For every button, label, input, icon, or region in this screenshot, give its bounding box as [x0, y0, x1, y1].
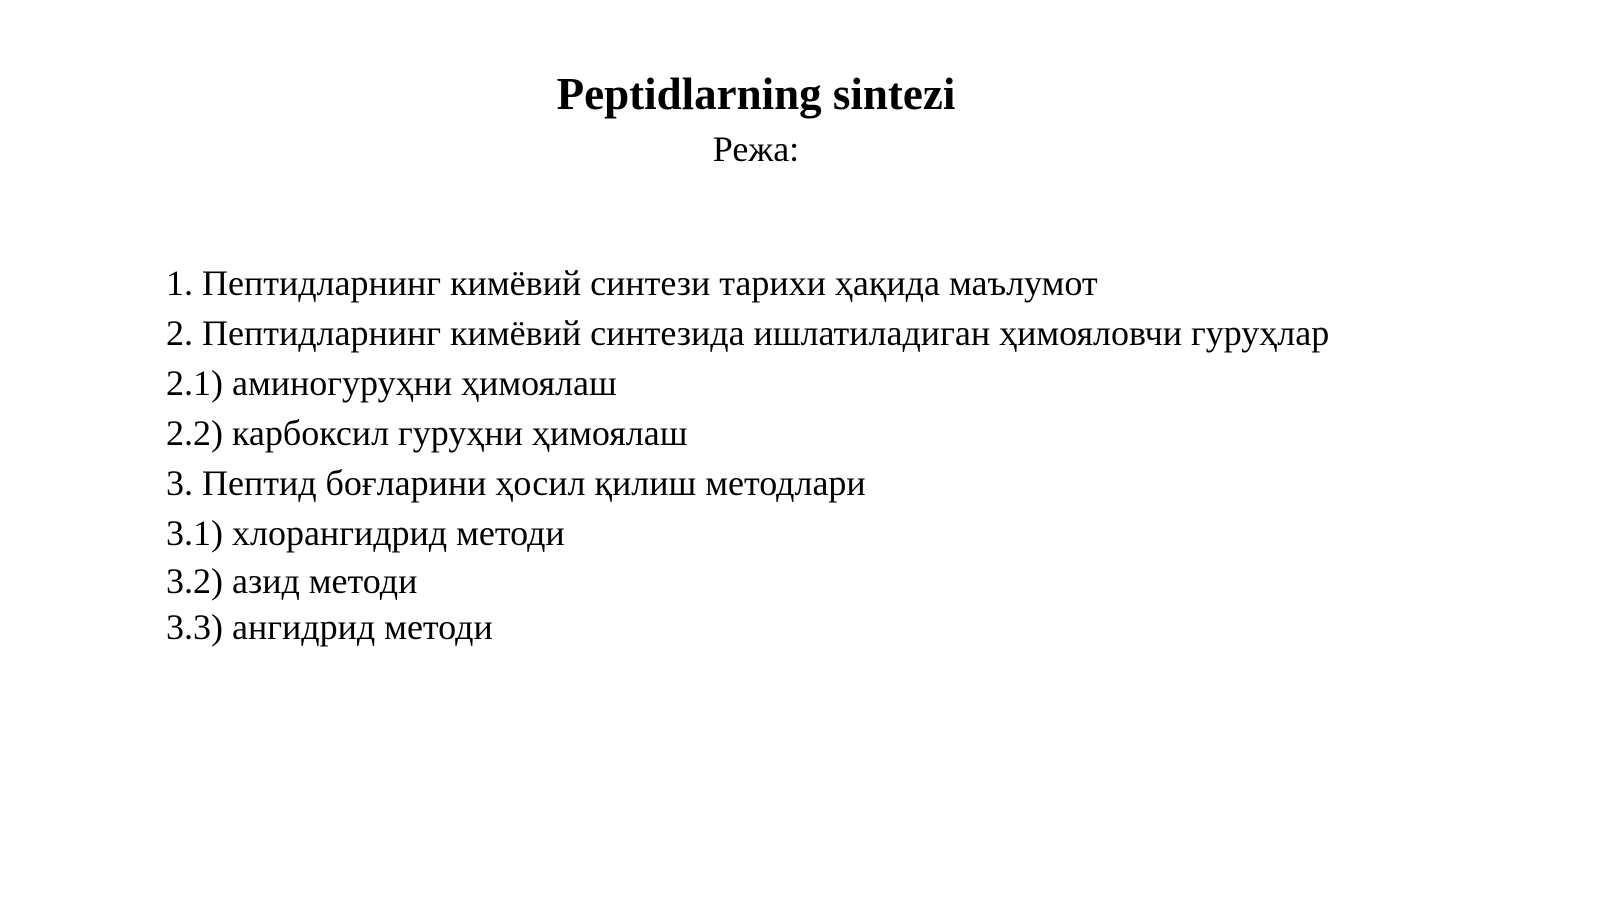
plan-item: 3. Пептид боғларини ҳосил қилиш методлари: [166, 463, 866, 503]
plan-item: 1. Пептидларнинг кимёвий синтези тарихи ҳақида маълумот: [166, 263, 1098, 303]
plan-item: 3.1) хлорангидрид методи: [166, 513, 565, 553]
plan-item: 3.3) ангидрид методи: [166, 607, 493, 647]
plan-item: 2. Пептидларнинг кимёвий синтезида ишлатиладиган ҳимояловчи гуруҳлар: [166, 313, 1330, 353]
plan-list: [166, 258, 1329, 650]
slide-subtitle: Режа:: [712, 129, 800, 169]
plan-item: 2.1) аминогуруҳни ҳимоялаш: [166, 363, 617, 403]
plan-item: 2.2) карбоксил гуруҳни ҳимоялаш: [166, 413, 688, 453]
plan-item: 3.2) азид методи: [166, 561, 418, 601]
slide-title: Peptidlarning sintezi: [556, 69, 956, 119]
